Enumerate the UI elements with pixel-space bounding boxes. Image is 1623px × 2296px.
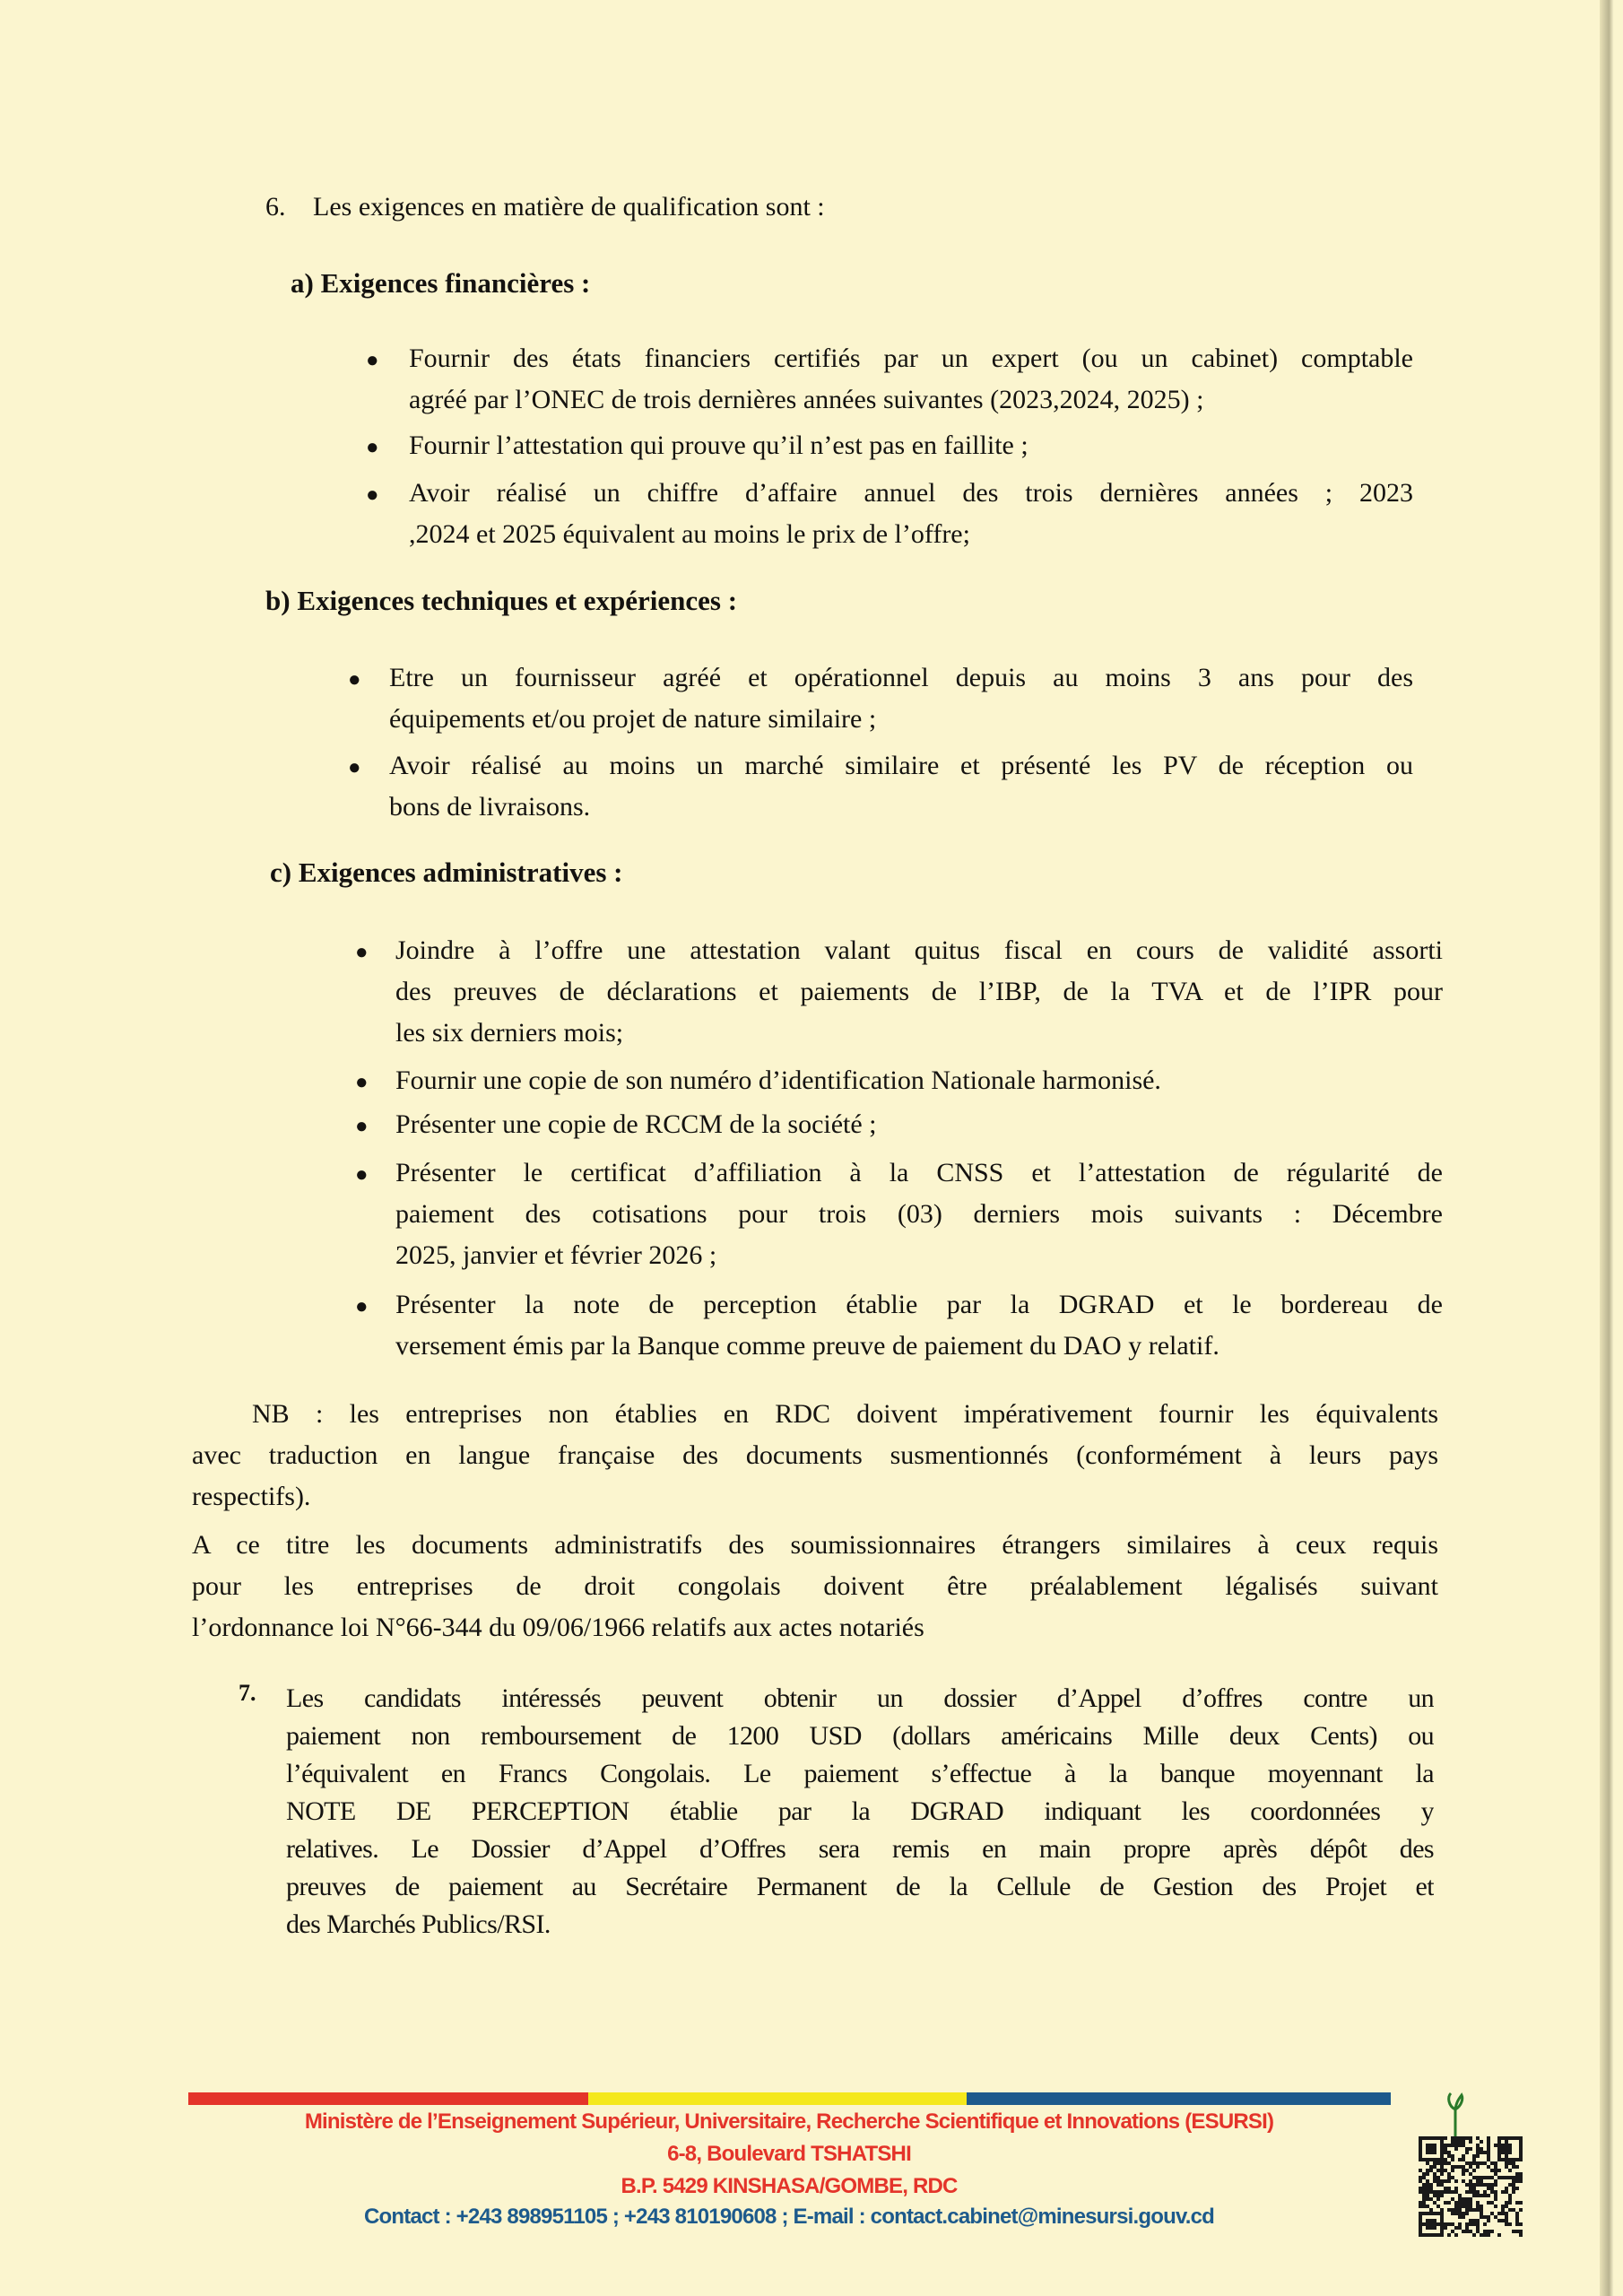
- text-line: Présenter la note de perception établie par la DGRAD et le bordereau de: [395, 1290, 1443, 1319]
- footer-ministry: Ministère de l’Enseignement Supérieur, Universitaire, Recherche Scientifique et Innovations (ESURSI): [304, 2109, 1274, 2134]
- flag-bar-yellow: [588, 2092, 967, 2105]
- bullet-icon: ●: [366, 349, 379, 372]
- item-7-number: 7.: [239, 1680, 256, 1706]
- text-line: des preuves de déclarations et paiements de l’IBP, de la TVA et de l’IPR pour: [395, 977, 1443, 1006]
- text-line: ,2024 et 2025 équivalent au moins le prix de l’offre;: [409, 519, 970, 549]
- bullet-icon: ●: [355, 941, 369, 964]
- bullet-item: [409, 425, 1413, 466]
- text-line: paiement non remboursement de 1200 USD (dollars américains Mille deux Cents) ou: [286, 1721, 1434, 1751]
- text-line: A ce titre les documents administratifs des soumissionnaires étrangers similaires à ceux requis: [192, 1530, 1438, 1560]
- legalization-paragraph: [192, 1525, 1438, 1648]
- text-line: respectifs).: [192, 1482, 311, 1511]
- bullet-icon: ●: [348, 756, 361, 779]
- text-line: Les candidats intéressés peuvent obtenir un dossier d’Appel d’offres contre un: [286, 1683, 1434, 1713]
- text-line: relatives. Le Dossier d’Appel d’Offres sera remis en main propre après dépôt des: [286, 1834, 1434, 1864]
- text-line: Présenter une copie de RCCM de la société ;: [395, 1109, 877, 1139]
- heading-financial: a) Exigences financières :: [291, 267, 591, 299]
- text-line: Fournir l’attestation qui prouve qu’il n’est pas en faillite ;: [409, 430, 1028, 460]
- bullet-icon: ●: [355, 1115, 369, 1138]
- bullet-item: [395, 1060, 1443, 1101]
- text-line: 2025, janvier et février 2026 ;: [395, 1240, 717, 1270]
- bullet-icon: ●: [366, 436, 379, 459]
- text-line: avec traduction en langue française des documents susmentionnés (conformément à leurs pays: [192, 1440, 1438, 1470]
- qr-code-icon: [1419, 2136, 1523, 2237]
- item-7-paragraph: [286, 1680, 1434, 1944]
- item-6-number: 6.: [265, 192, 286, 222]
- footer-address: 6-8, Boulevard TSHATSHI: [667, 2142, 911, 2166]
- bullet-icon: ●: [355, 1163, 369, 1187]
- text-line: agréé par l’ONEC de trois dernières années suivantes (2023,2024, 2025) ;: [409, 385, 1204, 414]
- text-line: l’équivalent en Francs Congolais. Le paiement s’effectue à la banque moyennant la: [286, 1759, 1434, 1788]
- heading-administrative: c) Exigences administratives :: [270, 857, 623, 888]
- text-line: preuves de paiement au Secrétaire Permanent de la Cellule de Gestion des Projet et: [286, 1872, 1434, 1901]
- text-line: Fournir une copie de son numéro d’identification Nationale harmonisé.: [395, 1065, 1161, 1095]
- footer-po-box: B.P. 5429 KINSHASA/GOMBE, RDC: [621, 2174, 958, 2198]
- bullet-icon: ●: [355, 1295, 369, 1318]
- footer-contact: Contact : +243 898951105 ; +243 810190608 ; E-mail : contact.cabinet@minesursi.gouv.cd: [364, 2205, 1214, 2229]
- text-line: NB : les entreprises non établies en RDC doivent impérativement fournir les équivalents: [252, 1399, 1438, 1429]
- text-line: NOTE DE PERCEPTION établie par la DGRAD indiquant les coordonnées y: [286, 1796, 1434, 1826]
- bullet-icon: ●: [355, 1071, 369, 1094]
- text-line: des Marchés Publics/RSI.: [286, 1909, 551, 1939]
- text-line: Fournir des états financiers certifiés par un expert (ou un cabinet) comptable: [409, 344, 1413, 373]
- bullet-item: [389, 657, 1413, 740]
- bullet-item: [409, 338, 1413, 421]
- plant-sprout-icon: [1426, 2090, 1480, 2144]
- text-line: l’ordonnance loi N°66-344 du 09/06/1966 relatifs aux actes notariés: [192, 1613, 924, 1642]
- bullet-icon: ●: [366, 483, 379, 507]
- text-line: Avoir réalisé au moins un marché similaire et présenté les PV de réception ou: [389, 751, 1413, 780]
- text-line: pour les entreprises de droit congolais doivent être préalablement légalisés suivant: [192, 1571, 1438, 1601]
- bullet-item: [409, 473, 1413, 555]
- text-line: Avoir réalisé un chiffre d’affaire annuel des trois dernières années ; 2023: [409, 478, 1413, 508]
- bullet-item: [395, 1152, 1443, 1276]
- flag-bar-blue: [967, 2092, 1391, 2105]
- flag-bar-red: [188, 2092, 588, 2105]
- bullet-item: [395, 1284, 1443, 1367]
- text-line: paiement des cotisations pour trois (03) derniers mois suivants : Décembre: [395, 1199, 1443, 1229]
- text-line: Présenter le certificat d’affiliation à la CNSS et l’attestation de régularité de: [395, 1158, 1443, 1187]
- text-line: Etre un fournisseur agréé et opérationnel depuis au moins 3 ans pour des: [389, 663, 1413, 692]
- text-line: bons de livraisons.: [389, 792, 591, 822]
- text-line: versement émis par la Banque comme preuve de paiement du DAO y relatif.: [395, 1331, 1219, 1361]
- text-line: équipements et/ou projet de nature similaire ;: [389, 704, 877, 734]
- bullet-icon: ●: [348, 668, 361, 691]
- bullet-item: [395, 1104, 1443, 1145]
- page-edge: [1600, 0, 1623, 2296]
- nb-paragraph: [192, 1394, 1438, 1518]
- bullet-item: [395, 930, 1443, 1054]
- text-line: les six derniers mois;: [395, 1018, 624, 1048]
- bullet-item: [389, 745, 1413, 828]
- item-6-title: Les exigences en matière de qualification sont :: [313, 192, 825, 222]
- heading-technical: b) Exigences techniques et expériences :: [265, 585, 738, 616]
- text-line: Joindre à l’offre une attestation valant quitus fiscal en cours de validité assorti: [395, 935, 1443, 965]
